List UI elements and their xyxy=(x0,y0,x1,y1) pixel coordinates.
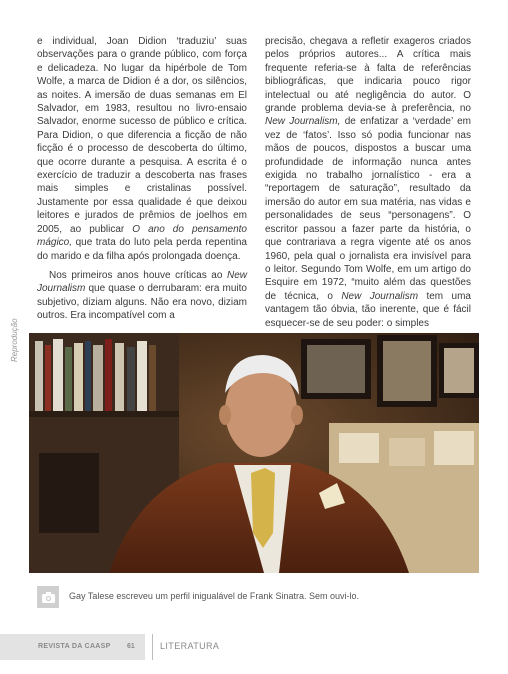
magazine-name: REVISTA DA CAASP xyxy=(38,643,111,650)
camera-icon xyxy=(37,586,59,608)
portrait-photo xyxy=(29,333,479,573)
photo-caption: Gay Talese escreveu um perfil inigualável de Frank Sinatra. Sem ouvi-lo. xyxy=(69,591,359,601)
photo-credit: Reprodução xyxy=(10,318,19,362)
portrait-illustration xyxy=(29,333,479,573)
paragraph: e individual, Joan Didion ‘traduziu’ suas observações para o grande público, com força e delicadeza. No lugar da hipérbole de Tom Wolfe, a marca de Didion é a dor, os silêncios, as noites. A imersão de duas semanas em El Salvador, em 1983, resultou no livro-ensaio Salvador, enorme sucesso de público e crítica. Para Didion, o que diferencia a ficção de não ficção é o processo de descoberta do último, que ocorre durante a pesquisa. A escrita é o exercício de traduzir a descoberta nas frases mais simples e cristalinas possível. Justamente por essa qualidade é que deixou leitores e jurados de prêmios de joelhos em 2005, ao publicar O ano do pensamento mágico, que trata do luto pela perda repentina do marido e da filha após prolongada doença. xyxy=(37,36,247,262)
article-column-left xyxy=(37,35,247,329)
section-name: LITERATURA xyxy=(160,641,220,651)
article-column-right xyxy=(265,35,471,336)
footer-divider xyxy=(152,634,153,660)
photo-caption-row xyxy=(37,586,477,608)
paragraph: precisão, chegava a refletir exageros criados pelos próprios autores... A crítica mais frequente referia-se à falta de referências bibliográficas, que indicaria pouco rigor intelectual ou até negligência do autor. O grande problema devia-se à preferência, no New Journalism, de enfatizar a ‘verdade’ em vez de ‘fatos’. Isso só podia funcionar nas mãos de poucos, dispostos a buscar uma profundidade de informação nunca antes exigida no trabalho jornalístico - era a “reportagem de saturação”, resultado da imersão do autor em sua matéria, nas vidas e personalidades de seus “personagens”. O escritor passou a fazer parte da história, o que contrariava a regra vigente até os anos 1960, pela qual o jornalista era invisível para o leitor. Segundo Tom Wolfe, em um artigo do Esquire em 1972, “muito além das questões de técnica, o New Journalism tem uma vantagem tão óbvia, tão inerente, que é fácil esquecer-se de seu poder: o simples xyxy=(265,36,471,329)
paragraph: Nos primeiros anos houve críticas ao New Journalism que quase o derrubaram: era muito subjetivo, diziam alguns. Não era novo, diziam outros. Era incompatível com a xyxy=(37,269,247,322)
page-number: 61 xyxy=(127,643,135,650)
